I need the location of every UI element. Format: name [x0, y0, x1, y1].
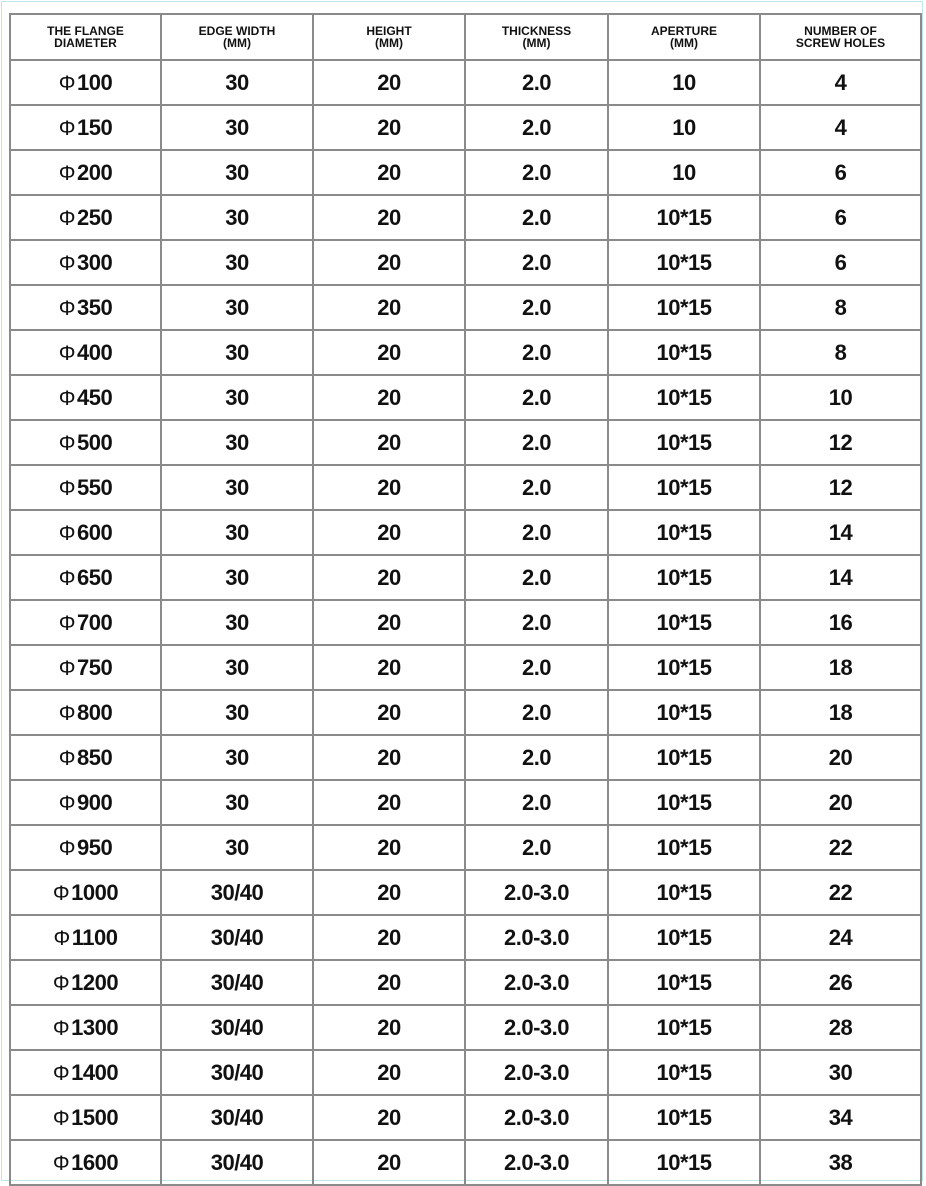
- cell-flange-diameter: [10, 915, 161, 960]
- diameter-symbol: Φ: [58, 611, 76, 635]
- cell-flange-diameter: [10, 330, 161, 375]
- cell-screw-holes: 22: [760, 870, 921, 915]
- header-label-line1: THE FLANGE: [47, 24, 124, 38]
- cell-height: 20: [313, 735, 465, 780]
- diameter-value: 150: [77, 114, 113, 140]
- cell-aperture: 10*15: [608, 915, 760, 960]
- cell-thickness: 2.0: [465, 600, 608, 645]
- table-row: [10, 645, 921, 690]
- cell-height: 20: [313, 1140, 465, 1185]
- cell-edge-width: 30/40: [161, 870, 313, 915]
- cell-height: 20: [313, 330, 465, 375]
- diameter-symbol: Φ: [52, 1061, 70, 1085]
- cell-screw-holes: 12: [760, 420, 921, 465]
- header-aperture: [608, 14, 760, 60]
- cell-flange-diameter: [10, 60, 161, 105]
- cell-screw-holes: 22: [760, 825, 921, 870]
- cell-flange-diameter: [10, 105, 161, 150]
- cell-aperture: 10*15: [608, 780, 760, 825]
- diameter-value: 800: [77, 699, 113, 725]
- cell-edge-width: 30: [161, 825, 313, 870]
- cell-edge-width: 30/40: [161, 1005, 313, 1050]
- cell-flange-diameter: [10, 375, 161, 420]
- diameter-value: 900: [77, 789, 113, 815]
- cell-edge-width: 30: [161, 195, 313, 240]
- cell-thickness: 2.0: [465, 555, 608, 600]
- cell-screw-holes: 16: [760, 600, 921, 645]
- cell-flange-diameter: [10, 555, 161, 600]
- table-body: [10, 60, 921, 1185]
- cell-flange-diameter: [10, 1005, 161, 1050]
- diameter-symbol: Φ: [58, 746, 76, 770]
- cell-aperture: 10*15: [608, 1095, 760, 1140]
- cell-flange-diameter: [10, 285, 161, 330]
- header-label-line1: THICKNESS: [501, 24, 572, 38]
- cell-screw-holes: 18: [760, 690, 921, 735]
- cell-edge-width: 30: [161, 420, 313, 465]
- cell-aperture: 10*15: [608, 240, 760, 285]
- cell-aperture: 10*15: [608, 285, 760, 330]
- cell-thickness: 2.0: [465, 510, 608, 555]
- header-label-line1: EDGE WIDTH: [198, 24, 276, 38]
- table-row: [10, 240, 921, 285]
- table-row: [10, 375, 921, 420]
- cell-aperture: 10*15: [608, 645, 760, 690]
- header-label-line2: (MM): [375, 36, 403, 50]
- cell-aperture: 10*15: [608, 375, 760, 420]
- table-row: [10, 555, 921, 600]
- cell-aperture: 10*15: [608, 870, 760, 915]
- cell-thickness: 2.0-3.0: [465, 870, 608, 915]
- cell-height: 20: [313, 600, 465, 645]
- diameter-value: 1600: [71, 1149, 119, 1175]
- cell-screw-holes: 6: [760, 195, 921, 240]
- cell-aperture: 10: [608, 105, 760, 150]
- table-row: [10, 330, 921, 375]
- diameter-symbol: Φ: [58, 431, 76, 455]
- diameter-symbol: Φ: [58, 116, 76, 140]
- cell-aperture: 10*15: [608, 690, 760, 735]
- cell-edge-width: 30: [161, 645, 313, 690]
- cell-aperture: 10*15: [608, 960, 760, 1005]
- cell-edge-width: 30: [161, 375, 313, 420]
- table-row: [10, 690, 921, 735]
- cell-screw-holes: 14: [760, 555, 921, 600]
- cell-screw-holes: 38: [760, 1140, 921, 1185]
- cell-thickness: 2.0: [465, 195, 608, 240]
- diameter-value: 750: [77, 654, 113, 680]
- header-label-line2: (MM): [223, 36, 251, 50]
- cell-thickness: 2.0: [465, 60, 608, 105]
- cell-edge-width: 30/40: [161, 1050, 313, 1095]
- cell-edge-width: 30: [161, 555, 313, 600]
- cell-height: 20: [313, 240, 465, 285]
- cell-aperture: 10*15: [608, 420, 760, 465]
- cell-screw-holes: 12: [760, 465, 921, 510]
- diameter-value: 200: [77, 159, 113, 185]
- diameter-symbol: Φ: [53, 926, 70, 950]
- diameter-symbol: Φ: [58, 251, 76, 275]
- cell-thickness: 2.0-3.0: [465, 1050, 608, 1095]
- diameter-symbol: Φ: [58, 386, 76, 410]
- cell-flange-diameter: [10, 1140, 161, 1185]
- table-row: [10, 60, 921, 105]
- table-row: [10, 420, 921, 465]
- cell-height: 20: [313, 780, 465, 825]
- header-label-line1: HEIGHT: [366, 24, 412, 38]
- cell-aperture: 10*15: [608, 195, 760, 240]
- header-thickness: [465, 14, 608, 60]
- header-flange-diameter: [10, 14, 161, 60]
- table-row: [10, 600, 921, 645]
- diameter-value: 100: [77, 69, 113, 95]
- cell-thickness: 2.0: [465, 825, 608, 870]
- cell-screw-holes: 8: [760, 285, 921, 330]
- diameter-value: 550: [77, 474, 113, 500]
- diameter-value: 450: [77, 384, 113, 410]
- diameter-symbol: Φ: [58, 656, 76, 680]
- diameter-value: 1200: [71, 969, 119, 995]
- cell-height: 20: [313, 915, 465, 960]
- diameter-symbol: Φ: [58, 206, 76, 230]
- cell-edge-width: 30: [161, 285, 313, 330]
- table-row: [10, 780, 921, 825]
- cell-screw-holes: 18: [760, 645, 921, 690]
- table-row: [10, 1050, 921, 1095]
- cell-flange-diameter: [10, 420, 161, 465]
- cell-height: 20: [313, 375, 465, 420]
- cell-height: 20: [313, 465, 465, 510]
- cell-height: 20: [313, 420, 465, 465]
- header-label-line2: SCREW HOLES: [795, 36, 886, 50]
- cell-aperture: 10*15: [608, 555, 760, 600]
- diameter-value: 1000: [71, 879, 119, 905]
- cell-flange-diameter: [10, 240, 161, 285]
- diameter-value: 300: [77, 249, 113, 275]
- diameter-value: 250: [77, 204, 113, 230]
- cell-flange-diameter: [10, 150, 161, 195]
- cell-edge-width: 30: [161, 600, 313, 645]
- cell-edge-width: 30: [161, 150, 313, 195]
- diameter-value: 350: [77, 294, 113, 320]
- cell-thickness: 2.0: [465, 240, 608, 285]
- cell-screw-holes: 8: [760, 330, 921, 375]
- cell-aperture: 10*15: [608, 825, 760, 870]
- header-row: [10, 14, 921, 60]
- diameter-value: 850: [77, 744, 113, 770]
- cell-screw-holes: 10: [760, 375, 921, 420]
- cell-aperture: 10: [608, 60, 760, 105]
- cell-thickness: 2.0-3.0: [465, 1140, 608, 1185]
- diameter-symbol: Φ: [58, 791, 76, 815]
- cell-height: 20: [313, 285, 465, 330]
- diameter-symbol: Φ: [52, 971, 70, 995]
- table-header: [10, 14, 921, 60]
- cell-flange-diameter: [10, 870, 161, 915]
- cell-height: 20: [313, 1095, 465, 1140]
- diameter-symbol: Φ: [58, 161, 76, 185]
- cell-edge-width: 30: [161, 690, 313, 735]
- cell-screw-holes: 30: [760, 1050, 921, 1095]
- header-screw-holes: [760, 14, 921, 60]
- cell-height: 20: [313, 825, 465, 870]
- cell-flange-diameter: [10, 735, 161, 780]
- cell-screw-holes: 34: [760, 1095, 921, 1140]
- table-row: [10, 1140, 921, 1185]
- cell-flange-diameter: [10, 960, 161, 1005]
- diameter-value: 1500: [71, 1104, 119, 1130]
- cell-aperture: 10*15: [608, 510, 760, 555]
- header-label-line2: (MM): [670, 36, 698, 50]
- table-row: [10, 195, 921, 240]
- cell-edge-width: 30/40: [161, 915, 313, 960]
- cell-thickness: 2.0: [465, 150, 608, 195]
- cell-edge-width: 30: [161, 330, 313, 375]
- cell-height: 20: [313, 510, 465, 555]
- table-row: [10, 960, 921, 1005]
- cell-edge-width: 30: [161, 780, 313, 825]
- table-row: [10, 915, 921, 960]
- cell-aperture: 10: [608, 150, 760, 195]
- diameter-symbol: Φ: [58, 71, 76, 95]
- cell-edge-width: 30: [161, 510, 313, 555]
- cell-aperture: 10*15: [608, 465, 760, 510]
- cell-screw-holes: 28: [760, 1005, 921, 1050]
- cell-flange-diameter: [10, 600, 161, 645]
- table-row: [10, 1095, 921, 1140]
- cell-edge-width: 30/40: [161, 1140, 313, 1185]
- cell-thickness: 2.0: [465, 780, 608, 825]
- cell-screw-holes: 20: [760, 735, 921, 780]
- cell-flange-diameter: [10, 465, 161, 510]
- cell-aperture: 10*15: [608, 1005, 760, 1050]
- cell-aperture: 10*15: [608, 1140, 760, 1185]
- cell-screw-holes: 14: [760, 510, 921, 555]
- cell-thickness: 2.0: [465, 330, 608, 375]
- diameter-value: 950: [77, 834, 113, 860]
- cell-thickness: 2.0: [465, 375, 608, 420]
- diameter-symbol: Φ: [52, 881, 70, 905]
- table-row: [10, 510, 921, 555]
- cell-screw-holes: 20: [760, 780, 921, 825]
- cell-height: 20: [313, 1005, 465, 1050]
- cell-flange-diameter: [10, 645, 161, 690]
- table-row: [10, 465, 921, 510]
- cell-height: 20: [313, 150, 465, 195]
- table-row: [10, 105, 921, 150]
- diameter-value: 650: [77, 564, 113, 590]
- cell-thickness: 2.0-3.0: [465, 915, 608, 960]
- cell-height: 20: [313, 195, 465, 240]
- cell-screw-holes: 4: [760, 60, 921, 105]
- cell-height: 20: [313, 1050, 465, 1095]
- diameter-symbol: Φ: [52, 1016, 70, 1040]
- cell-aperture: 10*15: [608, 735, 760, 780]
- table-row: [10, 1005, 921, 1050]
- cell-edge-width: 30: [161, 105, 313, 150]
- cell-height: 20: [313, 960, 465, 1005]
- cell-edge-width: 30: [161, 240, 313, 285]
- cell-height: 20: [313, 870, 465, 915]
- diameter-symbol: Φ: [58, 476, 76, 500]
- diameter-symbol: Φ: [52, 1151, 70, 1175]
- cell-thickness: 2.0: [465, 690, 608, 735]
- diameter-value: 500: [77, 429, 113, 455]
- diameter-symbol: Φ: [58, 701, 76, 725]
- cell-screw-holes: 26: [760, 960, 921, 1005]
- cell-flange-diameter: [10, 195, 161, 240]
- diameter-symbol: Φ: [58, 521, 76, 545]
- cell-flange-diameter: [10, 825, 161, 870]
- diameter-value: 1400: [71, 1059, 119, 1085]
- diameter-value: 400: [77, 339, 113, 365]
- cell-height: 20: [313, 645, 465, 690]
- cell-thickness: 2.0: [465, 735, 608, 780]
- cell-thickness: 2.0-3.0: [465, 1095, 608, 1140]
- header-label-line1: APERTURE: [650, 24, 717, 38]
- diameter-symbol: Φ: [58, 566, 76, 590]
- diameter-value: 600: [77, 519, 113, 545]
- diameter-symbol: Φ: [58, 296, 76, 320]
- diameter-value: 700: [77, 609, 113, 635]
- header-height: [313, 14, 465, 60]
- cell-flange-diameter: [10, 510, 161, 555]
- cell-flange-diameter: [10, 690, 161, 735]
- cell-edge-width: 30/40: [161, 960, 313, 1005]
- cell-thickness: 2.0-3.0: [465, 960, 608, 1005]
- cell-thickness: 2.0: [465, 105, 608, 150]
- cell-screw-holes: 6: [760, 240, 921, 285]
- cell-screw-holes: 4: [760, 105, 921, 150]
- table-row: [10, 735, 921, 780]
- diameter-symbol: Φ: [52, 1106, 70, 1130]
- table-row: [10, 870, 921, 915]
- table-row: [10, 825, 921, 870]
- header-label-line2: (MM): [522, 36, 551, 50]
- header-label-line2: DIAMETER: [54, 36, 117, 50]
- table-row: [10, 285, 921, 330]
- cell-screw-holes: 24: [760, 915, 921, 960]
- flange-spec-table: [9, 13, 922, 1186]
- cell-height: 20: [313, 105, 465, 150]
- cell-thickness: 2.0: [465, 465, 608, 510]
- header-label-line1: NUMBER OF: [804, 24, 877, 38]
- cell-flange-diameter: [10, 780, 161, 825]
- diameter-value: 1100: [71, 924, 118, 950]
- cell-height: 20: [313, 555, 465, 600]
- cell-height: 20: [313, 60, 465, 105]
- cell-aperture: 10*15: [608, 600, 760, 645]
- cell-aperture: 10*15: [608, 1050, 760, 1095]
- cell-flange-diameter: [10, 1095, 161, 1140]
- table-row: [10, 150, 921, 195]
- cell-edge-width: 30: [161, 735, 313, 780]
- cell-edge-width: 30: [161, 465, 313, 510]
- cell-flange-diameter: [10, 1050, 161, 1095]
- cell-aperture: 10*15: [608, 330, 760, 375]
- diameter-value: 1300: [71, 1014, 119, 1040]
- header-edge-width: [161, 14, 313, 60]
- cell-thickness: 2.0-3.0: [465, 1005, 608, 1050]
- cell-height: 20: [313, 690, 465, 735]
- cell-thickness: 2.0: [465, 645, 608, 690]
- diameter-symbol: Φ: [58, 341, 76, 365]
- cell-edge-width: 30/40: [161, 1095, 313, 1140]
- cell-edge-width: 30: [161, 60, 313, 105]
- cell-thickness: 2.0: [465, 420, 608, 465]
- diameter-symbol: Φ: [58, 836, 76, 860]
- cell-screw-holes: 6: [760, 150, 921, 195]
- cell-thickness: 2.0: [465, 285, 608, 330]
